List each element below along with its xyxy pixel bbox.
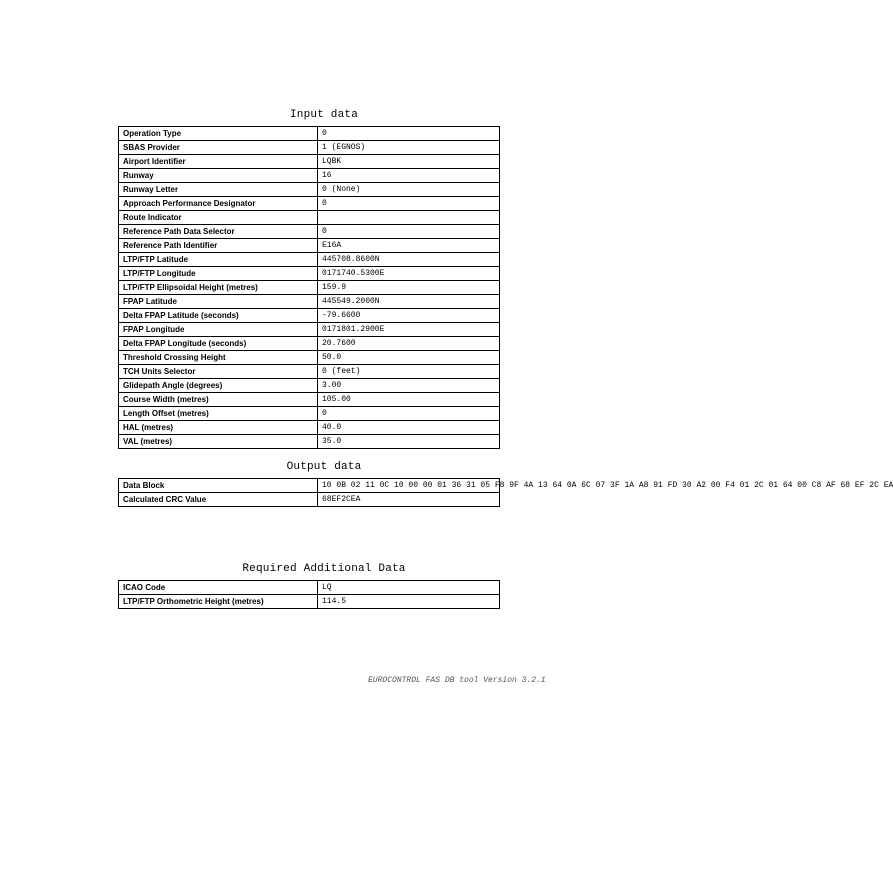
row-label: Airport Identifier — [119, 155, 318, 169]
row-label: TCH Units Selector — [119, 365, 318, 379]
table-row — [119, 253, 500, 267]
table-row — [119, 309, 500, 323]
row-label: Runway Letter — [119, 183, 318, 197]
row-value: 20.7600 — [318, 337, 500, 351]
row-label: SBAS Provider — [119, 141, 318, 155]
table-row — [119, 281, 500, 295]
row-value: LQ — [318, 581, 500, 595]
table-row — [119, 337, 500, 351]
row-label: Glidepath Angle (degrees) — [119, 379, 318, 393]
row-label: Route Indicator — [119, 211, 318, 225]
row-value: 114.5 — [318, 595, 500, 609]
row-label: Length Offset (metres) — [119, 407, 318, 421]
table-row — [119, 379, 500, 393]
row-label: Delta FPAP Latitude (seconds) — [119, 309, 318, 323]
table-row — [119, 351, 500, 365]
row-label: LTP/FTP Ellipsoidal Height (metres) — [119, 281, 318, 295]
row-value: 0 — [318, 407, 500, 421]
table-row — [119, 365, 500, 379]
row-label: Reference Path Data Selector — [119, 225, 318, 239]
row-label: VAL (metres) — [119, 435, 318, 449]
input-data-title: Input data — [289, 109, 358, 121]
row-label: Calculated CRC Value — [119, 493, 318, 507]
row-value: E16A — [318, 239, 500, 253]
row-value: 10 0B 02 11 0C 10 00 00 01 36 31 05 F8 9F 4A 13 64 0A 6C 07 3F 1A A8 91 FD 30 A2 00 F4 01 2C 01 64 00 C8 AF 68 EF 2C EA — [318, 479, 500, 493]
version-footer: EUROCONTROL FAS DB tool Version 3.2.1 — [368, 676, 546, 685]
table-row — [119, 267, 500, 281]
table-row — [119, 581, 500, 595]
row-value: LQBK — [318, 155, 500, 169]
row-label: ICAO Code — [119, 581, 318, 595]
row-value: 16 — [318, 169, 500, 183]
row-label: Operation Type — [119, 127, 318, 141]
table-row — [119, 595, 500, 609]
row-value: 0171801.2900E — [318, 323, 500, 337]
table-row — [119, 155, 500, 169]
row-value: 0 — [318, 127, 500, 141]
table-row — [119, 479, 500, 493]
row-label: LTP/FTP Orthometric Height (metres) — [119, 595, 318, 609]
row-value: 35.0 — [318, 435, 500, 449]
table-row — [119, 295, 500, 309]
required-additional-data-title: Required Additional Data — [242, 563, 406, 575]
additional-data-table — [118, 580, 500, 609]
table-row — [119, 169, 500, 183]
row-value: 0 — [318, 225, 500, 239]
row-label: LTP/FTP Latitude — [119, 253, 318, 267]
row-value: 445708.8600N — [318, 253, 500, 267]
table-row — [119, 225, 500, 239]
row-label: LTP/FTP Longitude — [119, 267, 318, 281]
table-row — [119, 435, 500, 449]
row-label: Delta FPAP Longitude (seconds) — [119, 337, 318, 351]
row-label: FPAP Longitude — [119, 323, 318, 337]
row-value: 0171740.5300E — [318, 267, 500, 281]
table-row — [119, 323, 500, 337]
row-label: FPAP Latitude — [119, 295, 318, 309]
row-value: 50.0 — [318, 351, 500, 365]
row-label: Course Width (metres) — [119, 393, 318, 407]
row-value — [318, 211, 500, 225]
row-value: 105.00 — [318, 393, 500, 407]
row-label: Reference Path Identifier — [119, 239, 318, 253]
row-value: 0 (None) — [318, 183, 500, 197]
table-row — [119, 211, 500, 225]
output-data-table — [118, 478, 893, 507]
row-value: 3.00 — [318, 379, 500, 393]
row-value: 40.0 — [318, 421, 500, 435]
table-row — [119, 421, 500, 435]
table-row — [119, 141, 500, 155]
table-row — [119, 493, 500, 507]
row-value: 159.9 — [318, 281, 500, 295]
input-data-table — [118, 126, 500, 449]
table-row — [119, 239, 500, 253]
row-label: Approach Performance Designator — [119, 197, 318, 211]
row-value: 445549.2000N — [318, 295, 500, 309]
row-label: Data Block — [119, 479, 318, 493]
row-value: 68EF2CEA — [318, 493, 500, 507]
row-label: Runway — [119, 169, 318, 183]
row-value: 0 (feet) — [318, 365, 500, 379]
row-value: -79.6600 — [318, 309, 500, 323]
table-row — [119, 183, 500, 197]
row-label: HAL (metres) — [119, 421, 318, 435]
row-value: 1 (EGNOS) — [318, 141, 500, 155]
table-row — [119, 393, 500, 407]
row-label: Threshold Crossing Height — [119, 351, 318, 365]
table-row — [119, 127, 500, 141]
table-row — [119, 197, 500, 211]
output-data-title: Output data — [286, 461, 362, 473]
table-row — [119, 407, 500, 421]
row-value: 0 — [318, 197, 500, 211]
